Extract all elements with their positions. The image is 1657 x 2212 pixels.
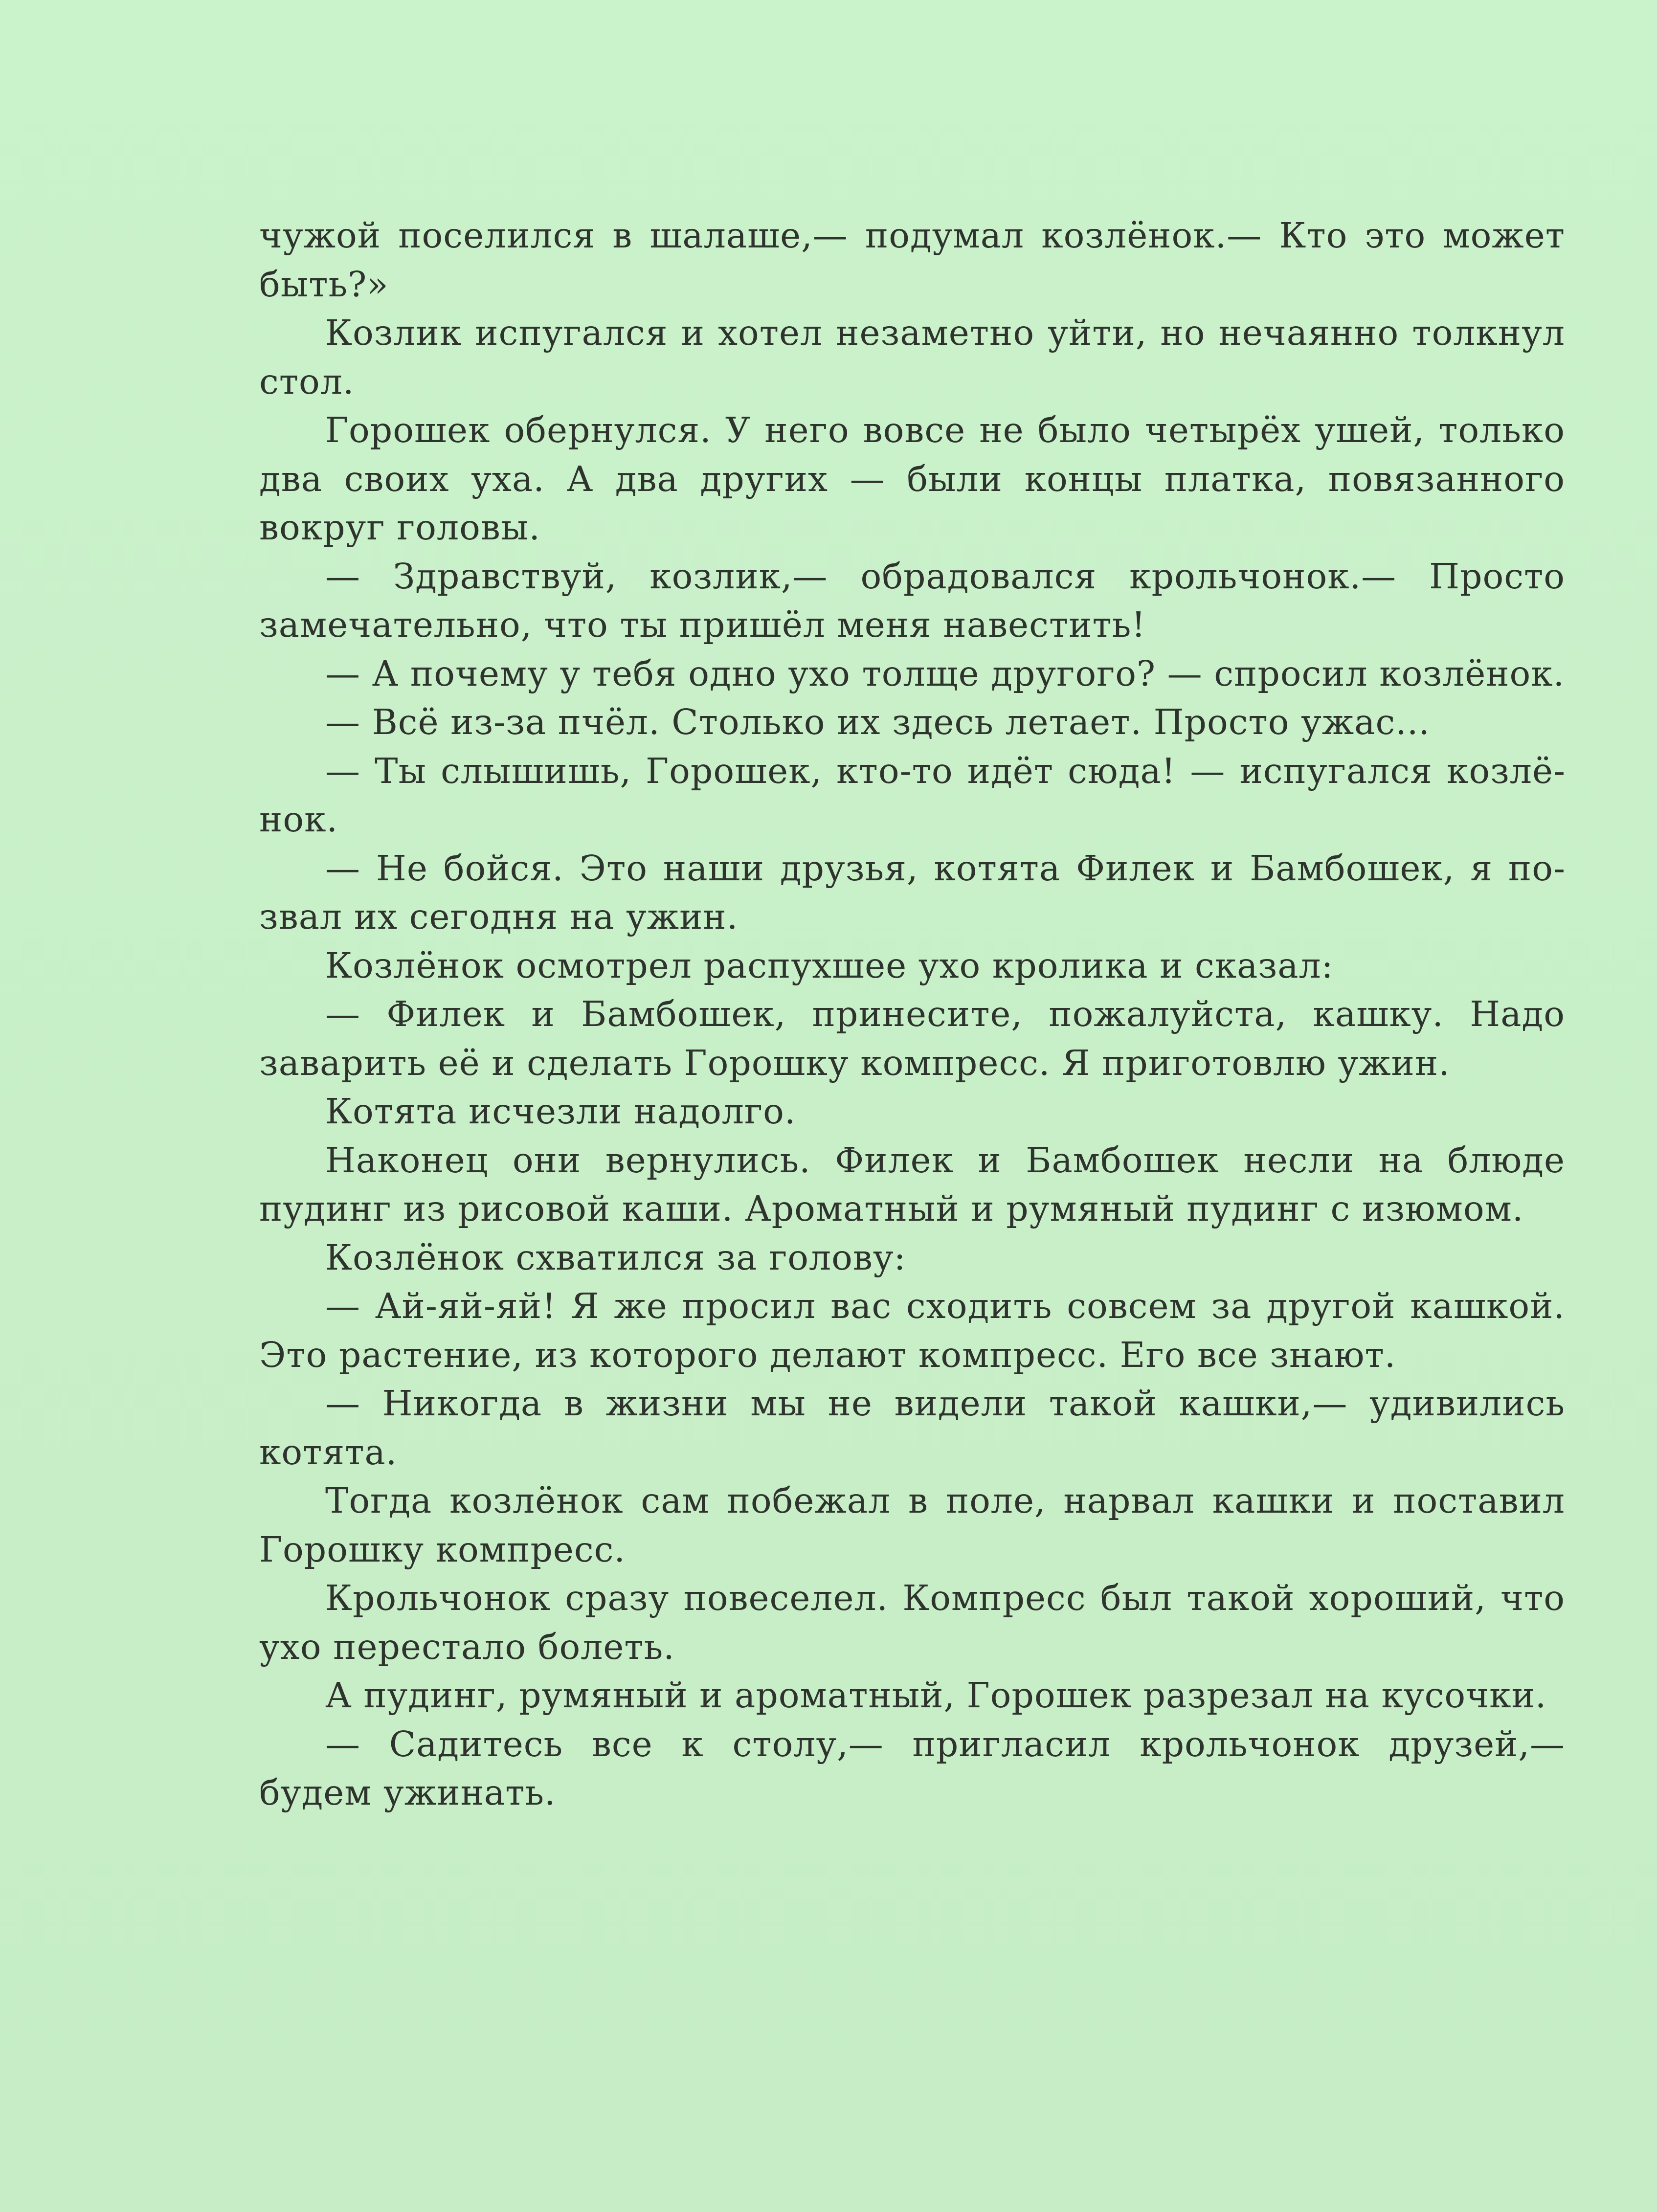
paragraph: А пудинг, румяный и ароматный, Горошек разрезал на кусочки. xyxy=(325,1675,1547,1716)
paragraph: — Не бойся. Это наши друзья, котята Филек и Бамбошек, я позвал их сегодня на ужин. xyxy=(259,848,1565,937)
paragraph: Горошек обернулся. У него вовсе не было четырёх ушей, только два своих уха. А два других — были концы платка, повязанного вокруг головы. xyxy=(259,410,1565,548)
paragraph: — Никогда в жизни мы не видели такой кашки,— удивились котята. xyxy=(259,1383,1565,1473)
paragraph: Тогда козлёнок сам побежал в поле, нарвал кашки и поставил Горошку компресс. xyxy=(259,1480,1565,1570)
paragraph: Наконец они вернулись. Филек и Бамбошек несли на блюде пудинг из рисовой каши. Ароматный и румяный пудинг с изюмом. xyxy=(259,1140,1565,1229)
story-text xyxy=(259,211,1565,1817)
paragraph: — А почему у тебя одно ухо толще другого? — спросил козлёнок. xyxy=(325,653,1565,694)
paragraph: чужой поселился в шалаше,— подумал козлёнок.— Кто это может быть?» xyxy=(259,215,1565,305)
paragraph: Крольчонок сразу повеселел. Компресс был такой хороший, что ухо перестало болеть. xyxy=(259,1578,1565,1667)
paragraph: — Ты слышишь, Горошек, кто-то идёт сюда! — испугался козлёнок. xyxy=(259,750,1565,840)
paragraph: — Филек и Бамбошек, принесите, пожалуйста, кашку. Надо заварить её и сделать Горошку компресс. Я приготовлю ужин. xyxy=(259,994,1565,1083)
paragraph: Козлёнок осмотрел распухшее ухо кролика и сказал: xyxy=(325,945,1334,986)
paragraph: — Всё из-за пчёл. Столько их здесь летает. Просто ужас... xyxy=(325,702,1430,742)
paragraph: — Здравствуй, козлик,— обрадовался крольчонок.— Просто замечательно, что ты пришёл меня навестить! xyxy=(259,556,1565,645)
paragraph: Котята исчезли надолго. xyxy=(325,1091,796,1132)
paragraph: — Садитесь все к столу,— пригласил крольчонок друзей,— будем ужинать. xyxy=(259,1723,1565,1813)
paragraph: — Ай-яй-яй! Я же просил вас сходить совсем за другой кашкой. Это растение, из которого делают компресс. Его все знают. xyxy=(259,1286,1565,1375)
paragraph: Козлик испугался и хотел незаметно уйти, но нечаянно толкнул стол. xyxy=(259,313,1565,402)
paragraph: Козлёнок схватился за голову: xyxy=(325,1237,906,1278)
